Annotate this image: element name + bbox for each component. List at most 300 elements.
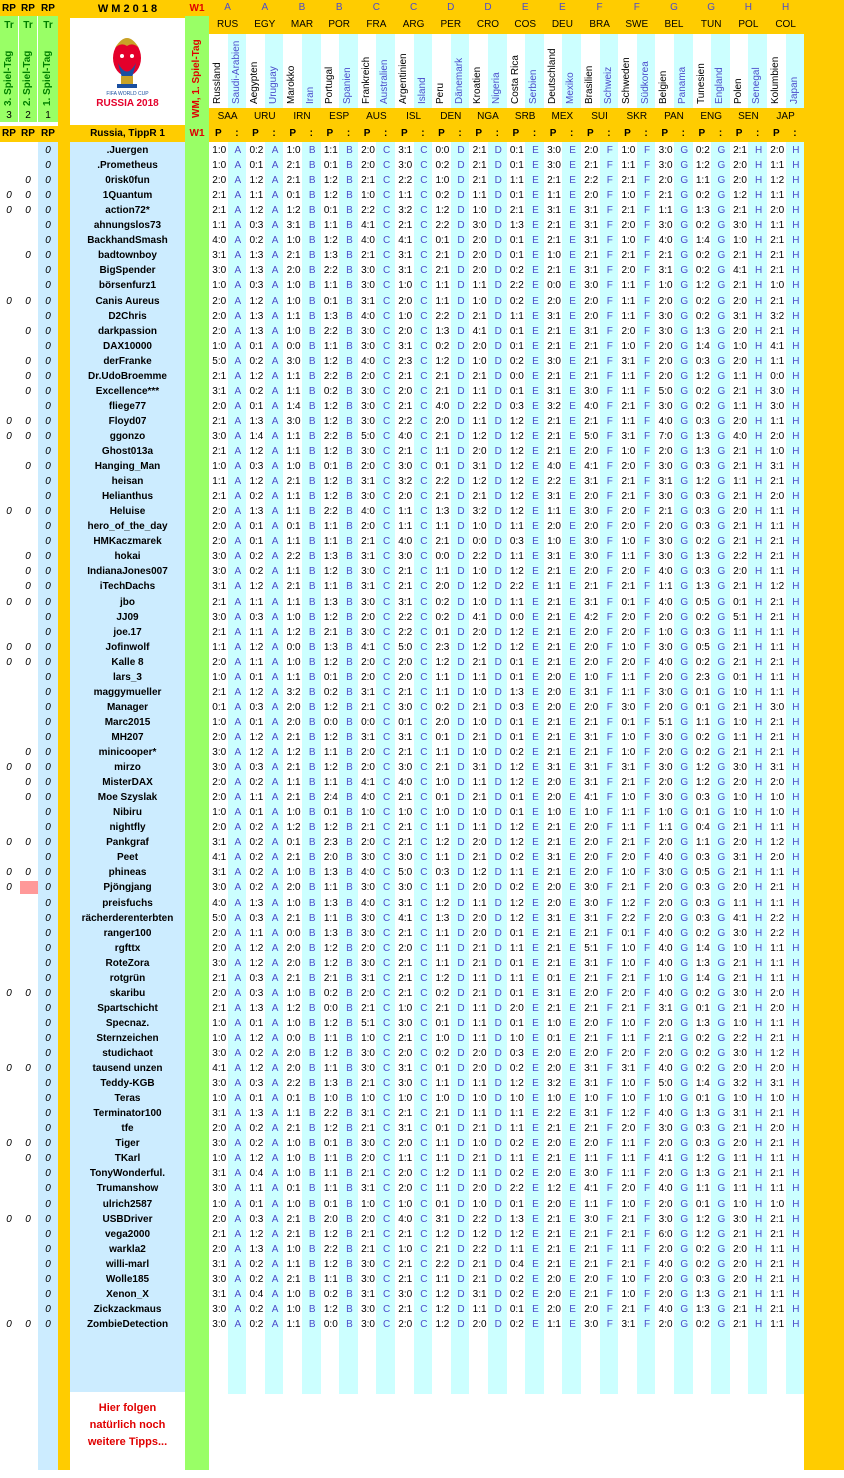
group-letter: B: [308, 430, 316, 442]
rp-value: 0: [45, 1048, 51, 1059]
player-name[interactable]: Specnaz.: [105, 1017, 150, 1029]
group-letter: A: [271, 1318, 279, 1330]
tipp-score: 1:3: [323, 897, 338, 909]
group-letter: C: [420, 897, 428, 909]
tipp-score: 3:2: [770, 310, 785, 322]
group-letter: D: [457, 927, 465, 939]
player-name[interactable]: Trumanshow: [96, 1183, 159, 1195]
group-letter: B: [308, 656, 316, 668]
tipp-score: 2:1: [547, 1002, 561, 1014]
p-label: P: [661, 128, 669, 139]
player-name[interactable]: Dr.UdoBroemme: [88, 370, 167, 382]
tipp-score: 2:1: [547, 837, 561, 849]
group-letter: E: [569, 1243, 576, 1255]
tipp-score: 4:0: [361, 897, 375, 909]
tipp-score: 1:3: [695, 325, 710, 337]
player-name[interactable]: minicooper*: [98, 747, 157, 758]
player-name[interactable]: Kalle 8: [111, 656, 144, 668]
tipp-score: 0:0: [286, 1032, 301, 1044]
tipp-score: 3:0: [584, 1213, 599, 1225]
group-letter: C: [383, 792, 391, 804]
group-letter: H: [755, 1183, 763, 1195]
tipp-score: 2:1: [286, 852, 301, 864]
group-letter: D: [457, 1198, 465, 1210]
rp-value: 0: [45, 280, 51, 292]
player-name[interactable]: rotgrün: [109, 972, 146, 984]
table-row: [0, 941, 844, 956]
table-row: [0, 203, 844, 218]
player-name[interactable]: hero_of_the_day: [87, 521, 168, 533]
group-letter: F: [643, 1288, 651, 1300]
tipp-score: 1:0: [286, 1168, 301, 1180]
group-letter: H: [755, 1078, 763, 1090]
group-letter: H: [792, 942, 800, 954]
tipp-score: 1:3: [249, 1243, 264, 1255]
player-name[interactable]: joe.17: [113, 626, 142, 638]
group-letter: H: [792, 822, 800, 834]
tipp-score: 1:0: [658, 626, 673, 638]
group-letter: A: [271, 235, 279, 247]
tipp-score: 2:0: [286, 701, 301, 713]
group-letter: H: [792, 1303, 800, 1315]
tipp-score: 2:1: [733, 972, 747, 984]
tipp-score: 0:2: [249, 852, 264, 864]
player-name[interactable]: Teddy-KGB: [100, 1078, 155, 1090]
tipp-score: 1:1: [323, 220, 338, 232]
player-name[interactable]: ranger100: [103, 927, 152, 939]
tipp-score: 1:0: [286, 656, 301, 668]
player-name[interactable]: phineas: [108, 867, 147, 879]
group-letter: A: [271, 912, 279, 924]
group-letter: E: [532, 686, 539, 698]
player-name[interactable]: BackhandSmash: [87, 235, 168, 247]
group-letter: E: [532, 461, 539, 473]
player-name[interactable]: darkpassion: [98, 325, 157, 337]
tipp-score: 1:1: [435, 747, 450, 758]
player-name[interactable]: 1Quantum: [102, 190, 153, 202]
player-name[interactable]: tausend unzen: [92, 1063, 163, 1075]
player-name[interactable]: JJ09: [116, 611, 139, 623]
tipp-score: 0:1: [249, 716, 264, 728]
group-letter: F: [643, 295, 651, 307]
tipp-score: 1:2: [323, 942, 338, 954]
player-name[interactable]: Wolle185: [105, 1273, 150, 1285]
group-letter: A: [234, 1288, 242, 1300]
group-letter: H: [792, 1258, 800, 1270]
group-letter: E: [569, 686, 576, 698]
group-letter: G: [680, 942, 689, 954]
tipp-score: 2:1: [286, 250, 301, 262]
group-letter: B: [346, 1063, 353, 1075]
tipp-score: 2:1: [770, 1138, 785, 1150]
group-letter: C: [383, 897, 391, 909]
home-team-name: Schweden: [621, 57, 633, 104]
group-letter: A: [234, 370, 242, 382]
tipp-score: 2:1: [621, 400, 636, 412]
group-letter: B: [346, 325, 353, 337]
player-name[interactable]: jbo: [120, 596, 135, 608]
rp-value: 0: [45, 355, 51, 367]
player-name[interactable]: Moe Szyslak: [97, 792, 158, 804]
player-name[interactable]: TonyWonderful.: [89, 1168, 166, 1180]
tipp-score: 0:3: [695, 415, 710, 427]
tipp-score: 1:2: [770, 837, 785, 849]
table-row: [0, 1272, 844, 1287]
player-name[interactable]: badtownboy: [98, 250, 157, 262]
player-name[interactable]: 0risk0fun: [105, 175, 150, 187]
group-letter: F: [606, 626, 613, 638]
group-letter: B: [346, 1183, 353, 1195]
group-letter: A: [271, 1153, 279, 1165]
player-name[interactable]: Floyd07: [108, 415, 147, 427]
player-name[interactable]: action72*: [105, 205, 150, 217]
group-letter: G: [717, 220, 726, 232]
group-letter: H: [792, 265, 800, 277]
group-letter: G: [680, 641, 689, 653]
away-code: NGA: [477, 111, 499, 122]
group-letter: C: [420, 385, 428, 397]
player-name[interactable]: Excellence***: [95, 385, 160, 397]
group-letter: D: [457, 1108, 465, 1120]
group-letter: H: [792, 1123, 800, 1135]
tipp-score: 3:0: [398, 461, 413, 473]
tipp-score: 2:1: [472, 145, 487, 156]
player-name[interactable]: nightfly: [109, 822, 146, 834]
tipp-score: 1:3: [323, 310, 338, 322]
group-letter: C: [383, 671, 391, 683]
group-letter: E: [532, 1168, 539, 1180]
group-letter: B: [308, 942, 316, 954]
tipp-score: 3:1: [286, 220, 301, 232]
player-name[interactable]: D2Chris: [108, 310, 147, 322]
tipp-score: 1:0: [770, 792, 785, 804]
player-name[interactable]: derFranke: [103, 355, 152, 367]
group-letter: E: [532, 1288, 539, 1300]
tipp-score: 0:1: [509, 235, 524, 247]
tipp-score: 5:0: [398, 867, 413, 879]
group-letter: F: [643, 325, 651, 337]
tipp-score: 1:2: [249, 957, 264, 969]
group-letter: E: [569, 1138, 576, 1150]
group-letter: E: [532, 1017, 539, 1029]
tipp-score: 1:0: [472, 747, 487, 758]
player-name[interactable]: preisfuchs: [102, 897, 153, 909]
group-letter: C: [383, 1228, 391, 1240]
group-letter: A: [234, 1032, 242, 1044]
tipp-score: 2:1: [770, 476, 785, 488]
group-letter: G: [680, 1273, 689, 1285]
tipp-score: 3:0: [584, 280, 599, 292]
player-name[interactable]: Helianthus: [101, 491, 154, 503]
table-row: [0, 459, 844, 474]
group-letter: E: [532, 1183, 539, 1195]
player-name[interactable]: Tiger: [115, 1138, 140, 1150]
tipp-score: 1:0: [584, 1093, 599, 1105]
tipp-score: 4:0: [361, 792, 375, 804]
player-name[interactable]: MisterDAX: [102, 777, 153, 789]
group-letter: D: [494, 731, 502, 743]
tipp-score: 1:0: [621, 641, 636, 653]
player-name[interactable]: IndianaJones007: [87, 566, 168, 578]
player-name[interactable]: willi-marl: [105, 1258, 150, 1270]
group-letter: D: [457, 957, 465, 969]
rp-value: 0: [25, 837, 31, 849]
group-letter: D: [494, 536, 502, 548]
group-letter: F: [606, 400, 613, 412]
group-letter: C: [383, 446, 391, 457]
group-letter: B: [346, 355, 353, 367]
tipp-score: 1:1: [249, 927, 264, 939]
tipp-score: 1:1: [621, 310, 636, 322]
tipp-score: 2:0: [584, 491, 599, 503]
group-letter: B: [346, 385, 353, 397]
player-name[interactable]: rächerderenterbten: [81, 912, 174, 924]
tipp-score: 1:1: [249, 626, 264, 638]
group-letter: C: [420, 1017, 428, 1029]
tipp-score: 2:1: [286, 476, 301, 488]
tipp-score: 2:1: [472, 987, 487, 999]
player-name[interactable]: Peet: [116, 852, 139, 864]
home-code: POR: [328, 19, 351, 30]
tipp-score: 1:1: [621, 686, 636, 698]
group-letter: F: [643, 762, 651, 774]
group-letter: B: [308, 686, 316, 698]
group-letter: H: [792, 671, 800, 683]
group-letter: E: [569, 1017, 576, 1029]
group-letter: B: [308, 295, 316, 307]
player-name[interactable]: USBDriver: [102, 1213, 153, 1225]
table-row: [0, 369, 844, 384]
group-letter: G: [717, 912, 726, 924]
player-name[interactable]: Marc2015: [104, 716, 151, 728]
rp-value: 0: [45, 626, 51, 638]
tipp-score: 4:0: [212, 897, 227, 909]
group-letter: G: [717, 762, 726, 774]
group-letter: E: [569, 987, 576, 999]
group-letter: B: [308, 837, 316, 849]
group-letter: B: [346, 792, 353, 804]
group-letter: A: [271, 656, 279, 668]
tipp-score: 3:1: [398, 1063, 413, 1075]
tipp-score: 1:0: [286, 1198, 301, 1210]
group-letter: G: [717, 536, 726, 548]
group-letter: A: [271, 1002, 279, 1014]
group-letter: C: [420, 506, 428, 518]
player-name[interactable]: heisan: [111, 476, 144, 488]
tipp-score: 1:1: [472, 1168, 487, 1180]
player-name[interactable]: DAX10000: [103, 340, 152, 352]
rp-value: 0: [45, 205, 51, 217]
tipp-score: 2:1: [547, 822, 561, 834]
player-name[interactable]: Spartschicht: [97, 1002, 158, 1014]
player-name[interactable]: Sternzeichen: [96, 1032, 159, 1044]
tipp-score: 1:2: [435, 897, 450, 909]
player-name[interactable]: Teras: [114, 1093, 141, 1105]
tipp-score: 1:1: [472, 897, 487, 909]
player-name[interactable]: Hanging_Man: [94, 461, 161, 473]
player-name[interactable]: MH207: [111, 731, 144, 743]
tipp-score: 1:4: [695, 1078, 710, 1090]
tipp-score: 2:1: [733, 1002, 747, 1014]
group-letter: D: [457, 942, 465, 954]
player-name[interactable]: fliege77: [108, 400, 147, 412]
group-letter: F: [643, 1273, 651, 1285]
table-row: [0, 1302, 844, 1317]
group-letter: E: [569, 1258, 576, 1270]
rp-value: 0: [45, 521, 51, 533]
player-name[interactable]: .Prometheus: [97, 160, 158, 172]
tipp-score: 2:1: [472, 656, 487, 668]
tipp-score: 2:1: [398, 686, 413, 698]
player-name[interactable]: mirzo: [114, 762, 141, 774]
player-name[interactable]: BigSpender: [99, 265, 156, 277]
group-letter: F: [643, 1138, 651, 1150]
group-letter: B: [346, 506, 353, 518]
group-letter: G: [717, 822, 726, 834]
tipp-score: 0:2: [249, 822, 264, 834]
player-name[interactable]: warkla2: [109, 1243, 146, 1255]
group-letter: D: [494, 596, 502, 608]
tipp-score: 3:0: [658, 1123, 673, 1135]
group-letter: H: [792, 1243, 800, 1255]
player-name[interactable]: ahnungslos73: [93, 220, 162, 232]
player-name[interactable]: Nibiru: [113, 807, 142, 819]
player-name[interactable]: Zickzackmaus: [93, 1303, 162, 1315]
tipp-score: 0:2: [435, 987, 450, 999]
tipp-score: 0:1: [695, 1093, 710, 1105]
group-letter: D: [457, 461, 465, 473]
group-letter: A: [271, 942, 279, 954]
player-name[interactable]: HMKaczmarek: [93, 536, 162, 548]
group-letter: G: [717, 611, 726, 623]
player-name[interactable]: ggonzo: [109, 430, 146, 442]
group-letter: F: [606, 762, 613, 774]
player-name[interactable]: Pjöngjang: [103, 882, 152, 894]
tipp-score: 1:2: [733, 190, 747, 202]
player-name[interactable]: rgfttx: [114, 942, 141, 954]
player-name[interactable]: hokai: [114, 551, 141, 563]
group-letter: E: [569, 927, 576, 939]
p-colon: :: [346, 128, 351, 139]
player-name[interactable]: RoteZora: [105, 957, 150, 969]
group-letter: H: [792, 536, 800, 548]
tipp-score: 1:0: [509, 1093, 524, 1105]
tipp-score: 3:0: [361, 957, 375, 969]
group-letter: H: [792, 1198, 800, 1210]
tipp-score: 1:0: [212, 807, 227, 819]
group-letter: C: [420, 1032, 428, 1044]
player-name[interactable]: Xenon_X: [106, 1288, 149, 1300]
group-letter: G: [717, 506, 726, 518]
player-name[interactable]: Manager: [106, 701, 149, 713]
tipp-score: 2:2: [323, 325, 338, 337]
group-letter: D: [494, 1123, 502, 1135]
tipp-score: 0:2: [435, 611, 450, 623]
player-name[interactable]: Canis Aureus: [95, 295, 160, 307]
tipp-score: 1:1: [621, 1153, 636, 1165]
group-letter: H: [755, 205, 763, 217]
group-letter: G: [680, 1108, 689, 1120]
tipp-score: 1:3: [695, 957, 710, 969]
player-name[interactable]: Heluise: [109, 506, 146, 518]
rp-value: 0: [45, 686, 51, 698]
player-name[interactable]: ZombieDetection: [86, 1318, 169, 1330]
group-letter: A: [234, 521, 242, 533]
tipp-score: 2:1: [398, 400, 413, 412]
rp-value: 0: [25, 295, 31, 307]
tipp-score: 2:0: [286, 1063, 301, 1075]
group-letter: G: [717, 1183, 726, 1195]
player-name[interactable]: Pankgraf: [106, 837, 149, 849]
tipp-score: 1:2: [323, 355, 338, 367]
group-letter: H: [792, 205, 800, 217]
group-letter: E: [532, 641, 539, 653]
group-letter: D: [494, 686, 502, 698]
tipp-score: 2:0: [472, 446, 487, 457]
home-code: PER: [440, 19, 462, 30]
player-name[interactable]: Ghost013a: [101, 446, 154, 457]
player-name[interactable]: TKarl: [114, 1153, 141, 1165]
tipp-score: 2:0: [733, 1258, 747, 1270]
group-letter: D: [494, 566, 502, 578]
tipp-score: 1:4: [249, 430, 264, 442]
tipp-score: 1:0: [658, 280, 673, 292]
group-letter: G: [680, 145, 689, 156]
rp-value: 0: [45, 310, 51, 322]
tipp-score: 1:2: [249, 731, 264, 743]
group-letter: F: [643, 837, 651, 849]
player-name[interactable]: lars_3: [113, 671, 142, 683]
group-letter: A: [271, 521, 279, 533]
tipp-score: 1:0: [361, 1032, 375, 1044]
player-name[interactable]: Terminator100: [93, 1108, 162, 1120]
tipp-score: 0:1: [509, 927, 524, 939]
group-letter: A: [234, 1168, 242, 1180]
group-letter: F: [643, 972, 651, 984]
tipp-score: 1:2: [323, 1017, 338, 1029]
tipp-score: 2:2: [398, 626, 413, 638]
tipp-score: 3:0: [398, 701, 413, 713]
player-name[interactable]: ulrich2587: [102, 1198, 153, 1210]
group-letter: H: [755, 235, 763, 247]
group-letter: G: [717, 897, 726, 909]
player-name[interactable]: iTechDachs: [99, 581, 156, 593]
group-letter: A: [271, 701, 279, 713]
tipp-score: 1:2: [249, 1032, 264, 1044]
player-name[interactable]: vega2000: [104, 1228, 151, 1240]
tipp-score: 0:2: [249, 235, 264, 247]
group-letter: B: [346, 626, 353, 638]
player-name[interactable]: maggymueller: [93, 686, 162, 698]
tipp-score: 2:2: [621, 912, 636, 924]
player-name[interactable]: .Juergen: [106, 145, 149, 156]
player-name[interactable]: börsenfurz1: [98, 280, 157, 292]
group-letter: B: [308, 641, 316, 653]
player-name[interactable]: tfe: [121, 1123, 134, 1135]
tipp-score: 2:1: [398, 927, 413, 939]
player-name[interactable]: studichaot: [102, 1048, 153, 1059]
tipp-score: 0:1: [249, 1093, 264, 1105]
group-letter: B: [308, 551, 316, 563]
tipp-score: 2:1: [212, 1002, 227, 1014]
tipp-score: 2:0: [323, 852, 338, 864]
player-name[interactable]: skaribu: [109, 987, 146, 999]
away-code: ENG: [700, 111, 723, 122]
tipp-score: 2:0: [212, 927, 227, 939]
player-name[interactable]: Jofinwolf: [105, 641, 150, 653]
tipp-score: 3:1: [621, 355, 636, 367]
tipp-score: 2:1: [658, 250, 673, 262]
